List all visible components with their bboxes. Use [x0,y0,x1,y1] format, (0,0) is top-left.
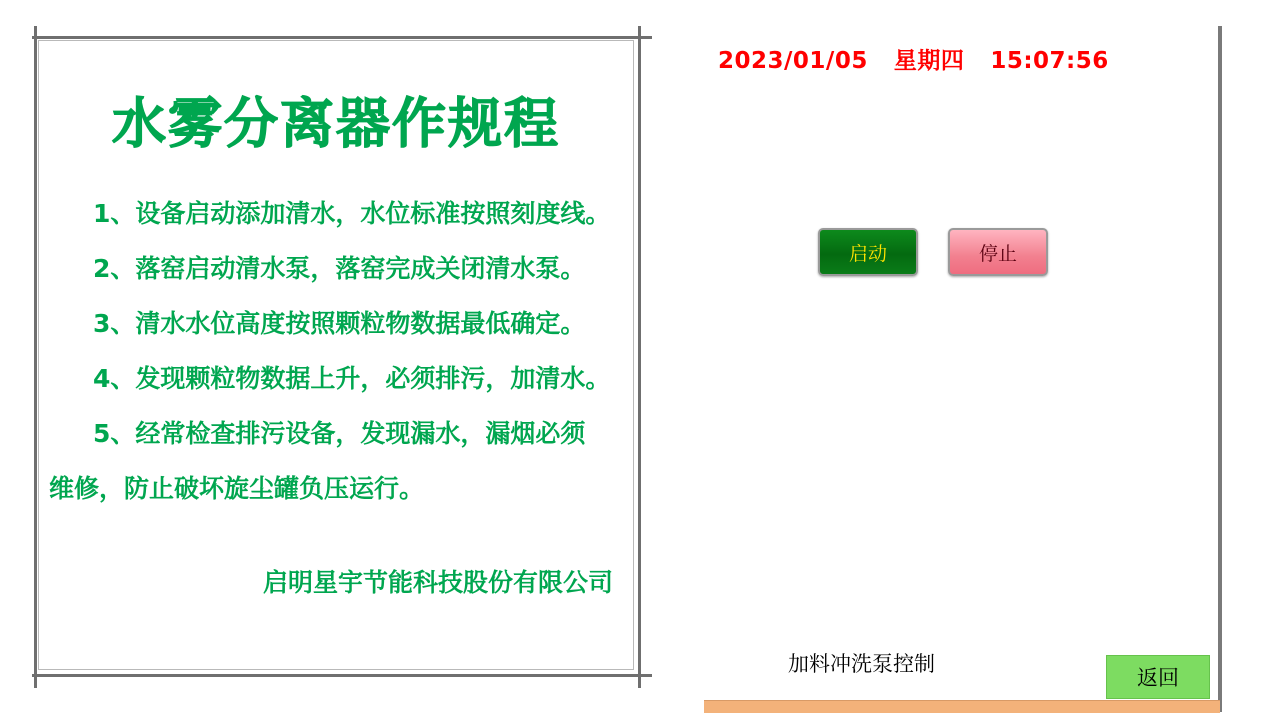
placard-company-name: 启明星宇节能科技股份有限公司 [262,568,613,597]
hmi-panel [700,0,1220,712]
time-text: 15:07:56 [990,48,1109,74]
pump-control-buttons [818,228,1048,276]
weekday-text: 星期四 [893,48,965,74]
placard-bottom-rule [32,674,652,677]
date-text: 2023/01/05 [718,48,868,74]
placard-line-3: 3、清水水位高度按照颗粒物数据最低确定。 [93,309,586,338]
stop-button[interactable]: 停止 [948,228,1048,276]
placard-line-4: 4、发现颗粒物数据上升，必须排污，加清水。 [93,364,611,393]
datetime-display [718,42,1109,75]
placard-right-rule [638,26,641,688]
placard-top-rule [32,36,652,39]
hmi-bottom-strip [704,700,1220,713]
start-button[interactable]: 启动 [818,228,918,276]
procedure-placard-panel [22,22,642,692]
placard-body [38,40,634,670]
placard-line-5-continued: 维修，防止破坏旋尘罐负压运行。 [49,474,425,503]
placard-line-1: 1、设备启动添加清水，水位标准按照刻度线。 [93,199,611,228]
hmi-right-border [1218,26,1222,712]
back-button[interactable]: 返回 [1106,655,1210,699]
placard-left-rule [34,26,37,688]
placard-line-2: 2、落窑启动清水泵，落窑完成关闭清水泵。 [93,254,586,283]
screen-title-label: 加料冲洗泵控制 [788,652,935,676]
placard-title: 水雾分离器作规程 [112,92,560,155]
placard-line-5: 5、经常检查排污设备，发现漏水，漏烟必须 [93,419,586,448]
